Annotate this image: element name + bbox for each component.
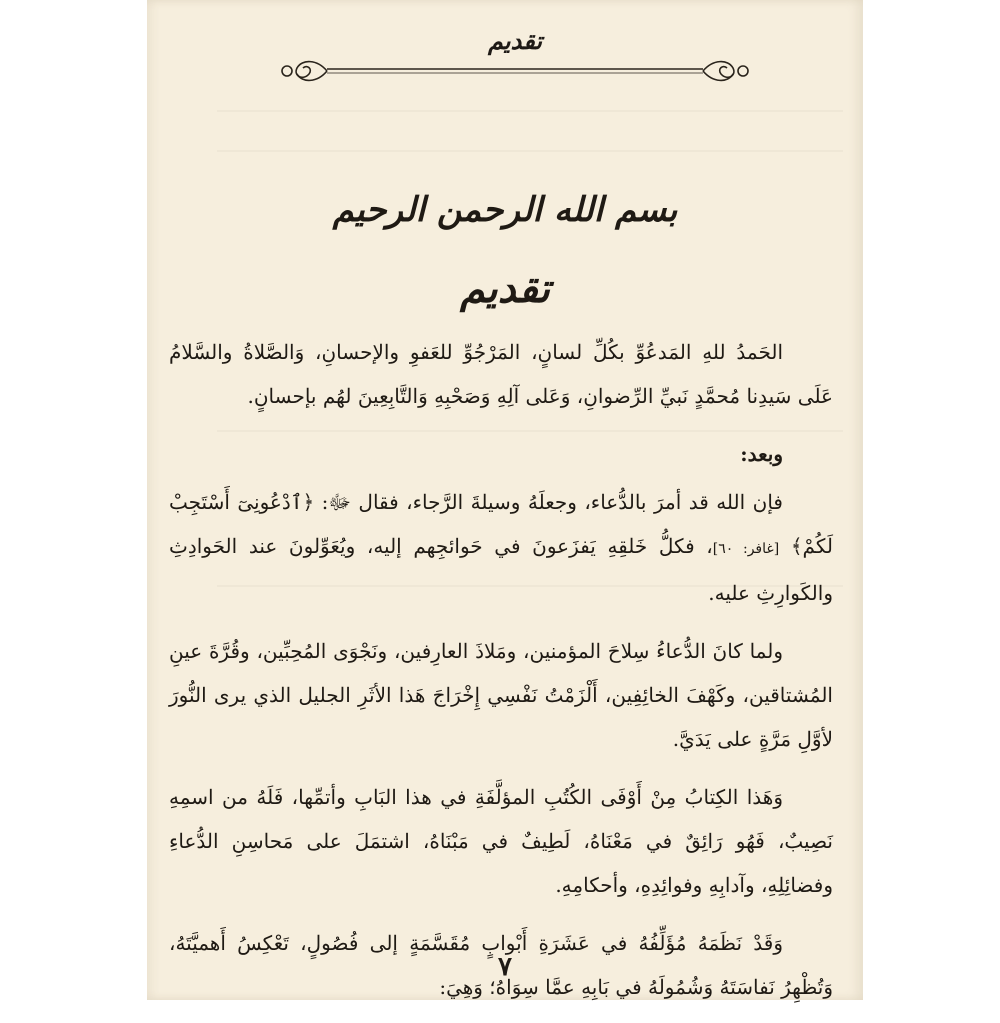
basmala: بسم الله الرحمن الرحيم: [332, 190, 678, 230]
quran-verse: ﴿ٱدْعُونِىٓ أَسْتَجِبْ لَكُمْ﴾: [169, 490, 833, 558]
book-page: [147, 0, 863, 1000]
paragraph: ولما كانَ الدُّعاءُ سِلاحَ المؤمنين، ومَلاذَ العارِفين، ونَجْوَى المُحِبِّين، وقُرَّةَ عينِ المُشتاقين، وكَهْفَ الخائِفِين، أَلْزَمْتُ نَفْسِي إِخْرَاجَ هَذا الأثَرِ الجليل الذي يرى النُّورَ لأوَّلِ مَرَّةٍ على يَدَيَّ.: [169, 639, 833, 751]
verse-citation: [غافر: ٦٠]: [712, 541, 780, 557]
paragraph-with-verse: [169, 480, 833, 615]
bleed-through-line: [217, 110, 843, 112]
paragraph-text: فإن الله قد أمرَ بالدُّعاء، وجعلَهُ وسيلةَ الرَّجاء، فقال ﷻ:: [321, 490, 783, 514]
section-title: تقديم: [459, 265, 551, 312]
body-text: [169, 330, 833, 1023]
paragraph-text: ، فكلُّ خَلقِهِ يَفزَعونَ في حَوائجِهم إليه، ويُعَوِّلونَ عند الحَوادِثِ والكَوارِثِ عليه.: [169, 534, 833, 605]
running-title: تقديم: [487, 26, 543, 55]
bleed-through-line: [217, 150, 843, 152]
running-header: [277, 18, 753, 78]
paragraph: وَقَدْ نَظَمَهُ مُؤَلِّفُهُ في عَشَرَةِ أَبْوابٍ مُقَسَّمَةٍ إلى فُصُولٍ، تَعْكِسُ أَهميَّتَهُ، وَتُظْهِرُ نَفاسَتَهُ وَشُمُولَهُ في بَابِهِ عمَّا سِوَاهُ؛ وَهِيَ:: [169, 931, 833, 999]
paragraph: الحَمدُ للهِ المَدعُوِّ بكُلِّ لسانٍ، المَرْجُوِّ للعَفوِ والإحسانِ، وَالصَّلاةُ والسَّلامُ عَلَى سَيدِنا مُحمَّدٍ نَبيِّ الرِّضوانِ، وَعَلى آلِهِ وَصَحْبِهِ وَالتَّابِعِينَ لهُم بإحسانٍ.: [169, 340, 833, 408]
ornamental-rule: [277, 56, 753, 86]
page-number: ٧: [498, 952, 512, 982]
wabaad-heading: وبعد:: [740, 442, 783, 466]
paragraph: وَهَذا الكِتابُ مِنْ أَوْفَى الكُتُبِ المؤلَّفَةِ في هذا البَابِ وأتمِّها، فَلَهُ من اسمِهِ نَصِيبٌ، فَهُو رَائِقٌ في مَعْنَاهُ، لَطِيفٌ في مَبْنَاهُ، اشتمَلَ على مَحاسِنِ الدُّعاءِ وفضائِلِهِ، وآدابِهِ وفوائِدِهِ، وأحكامِهِ.: [169, 785, 833, 897]
